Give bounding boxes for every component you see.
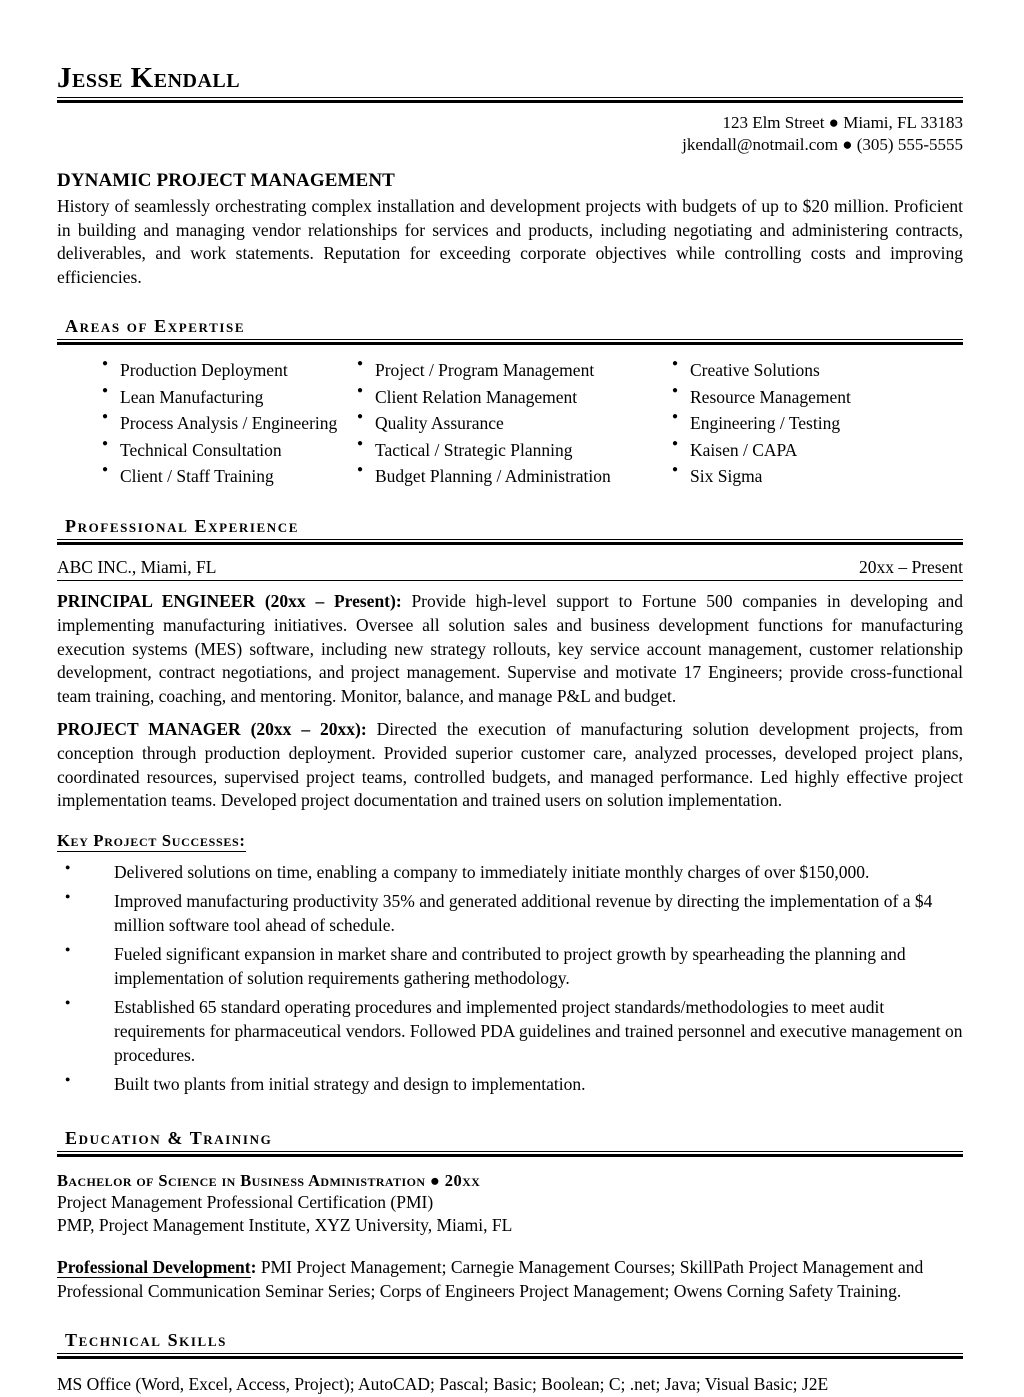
section-divider-skills	[57, 1353, 963, 1359]
section-experience	[57, 490, 963, 1102]
role-body: Provide high-level support to Fortune 500 companies in developing and implementing manufacturing initiatives. Oversee all solution sales and business development functions for manufacturing execution systems (MES) software, including new strategy rollouts, key service account management, customer relationship development, contract negotiations, and project management. Supervise and motivate 17 Engineers; provide cross-functional team training, coaching, and mentoring. Monitor, balance, and manage P&L and budget.	[57, 590, 964, 707]
expertise-column-3	[672, 357, 952, 490]
professional-development-colon: :	[250, 1257, 257, 1278]
contact-address: 123 Elm Street ● Miami, FL 33183	[722, 112, 963, 132]
list-item: ● Fueled significant expansion in market share and contributed to project growth by spearheading the planning and implementation of solution requirements gathering methodology.	[57, 943, 963, 996]
list-item: ● Improved manufacturing productivity 35% and generated additional revenue by directing the implementation of a $4 million software tool ahead of schedule.	[57, 890, 963, 943]
list-item: ● Quality Assurance	[357, 410, 672, 437]
role-project-manager	[57, 709, 963, 813]
list-item: ● Lean Manufacturing	[102, 384, 357, 411]
list-item: ● Project / Program Management	[357, 357, 672, 384]
section-heading-experience: Professional Experience	[65, 515, 300, 536]
education-institute: PMP, Project Management Institute, XYZ University, Miami, FL	[57, 1215, 513, 1236]
employer-name: ABC INC., Miami, FL	[57, 556, 217, 577]
key-successes-list	[57, 855, 963, 1102]
list-item: ● Delivered solutions on time, enabling a company to immediately initiate monthly charges of over $150,000.	[57, 861, 963, 890]
list-item: ● Creative Solutions	[672, 357, 952, 384]
list-item: ● Established 65 standard operating procedures and implemented project standards/methodologies to meet audit requirements for pharmaceutical vendors. Followed PDA guidelines and trained personnel and executive management on procedures.	[57, 996, 963, 1073]
section-expertise	[57, 290, 963, 490]
education-degree: Bachelor of Science in Business Administration ● 20xx	[57, 1170, 481, 1190]
list-item: ● Client / Staff Training	[102, 463, 357, 490]
role-principal-engineer	[57, 581, 963, 709]
contact-block	[57, 103, 963, 157]
list-item: ● Production Deployment	[102, 357, 357, 384]
list-item: ● Built two plants from initial strategy and design to implementation.	[57, 1073, 963, 1102]
section-divider-education	[57, 1151, 963, 1157]
role-body: Directed the execution of manufacturing solution development projects, from conception through production deployment. Provided superior customer care, analyzed processes, developed project plans, coordinated resources, supervised project teams, controlled budgets, and managed performance. Led highly effective project implementation teams. Developed project documentation and trained users on solution implementation.	[57, 718, 963, 811]
candidate-name: Jesse Kendall	[57, 62, 241, 94]
key-successes-heading: Key Project Successes:	[57, 831, 246, 851]
section-heading-education: Education & Training	[65, 1127, 273, 1148]
employer-dates: 20xx – Present	[858, 556, 963, 577]
list-item: ● Tactical / Strategic Planning	[357, 437, 672, 464]
skills-body: MS Office (Word, Excel, Access, Project); AutoCAD; Pascal; Basic; Boolean; C; .net; Java; Visual Basic; J2E	[57, 1374, 829, 1394]
role-title: PROJECT MANAGER (20xx – 20xx):	[57, 718, 367, 739]
list-item: ● Six Sigma	[672, 463, 952, 490]
list-item: ● Technical Consultation	[102, 437, 357, 464]
section-heading-expertise: Areas of Expertise	[65, 315, 246, 336]
section-education	[57, 1102, 963, 1304]
list-item: ● Client Relation Management	[357, 384, 672, 411]
contact-email-phone: jkendall@notmail.com ● (305) 555-5555	[682, 135, 963, 155]
section-skills	[57, 1304, 963, 1397]
profile-summary: History of seamlessly orchestrating complex installation and development projects with budgets of up to $20 million. Proficient in building and managing vendor relationships for services and products, including negotiating and administering contracts, deliverables, and work statements. Reputation for exceeding corporate objectives while controlling costs and improving efficiencies.	[57, 195, 963, 288]
professional-development-label: Professional Development	[57, 1257, 251, 1278]
education-certification: Project Management Professional Certification (PMI)	[57, 1191, 434, 1212]
expertise-columns	[57, 345, 963, 490]
header-divider	[57, 97, 963, 103]
expertise-column-2	[357, 357, 672, 490]
list-item: ● Engineering / Testing	[672, 410, 952, 437]
section-heading-skills: Technical Skills	[65, 1330, 227, 1350]
employer-row	[57, 545, 963, 579]
section-divider-experience	[57, 539, 963, 545]
profile-headline: DYNAMIC PROJECT MANAGEMENT	[57, 169, 395, 191]
role-title: PRINCIPAL ENGINEER (20xx – Present):	[57, 590, 402, 611]
list-item: ● Kaisen / CAPA	[672, 437, 952, 464]
professional-development	[57, 1238, 963, 1304]
section-divider-expertise	[57, 339, 963, 345]
list-item: ● Budget Planning / Administration	[357, 463, 672, 490]
resume-content	[57, 0, 963, 1397]
list-item: ● Resource Management	[672, 384, 952, 411]
professional-development-body: PMI Project Management; Carnegie Management Courses; SkillPath Project Management and Professional Communication Seminar Series; Corps of Engineers Project Management; Owens Corning Safety Training.	[57, 1257, 924, 1302]
expertise-column-1	[57, 357, 357, 490]
list-item: ● Process Analysis / Engineering	[102, 410, 357, 437]
